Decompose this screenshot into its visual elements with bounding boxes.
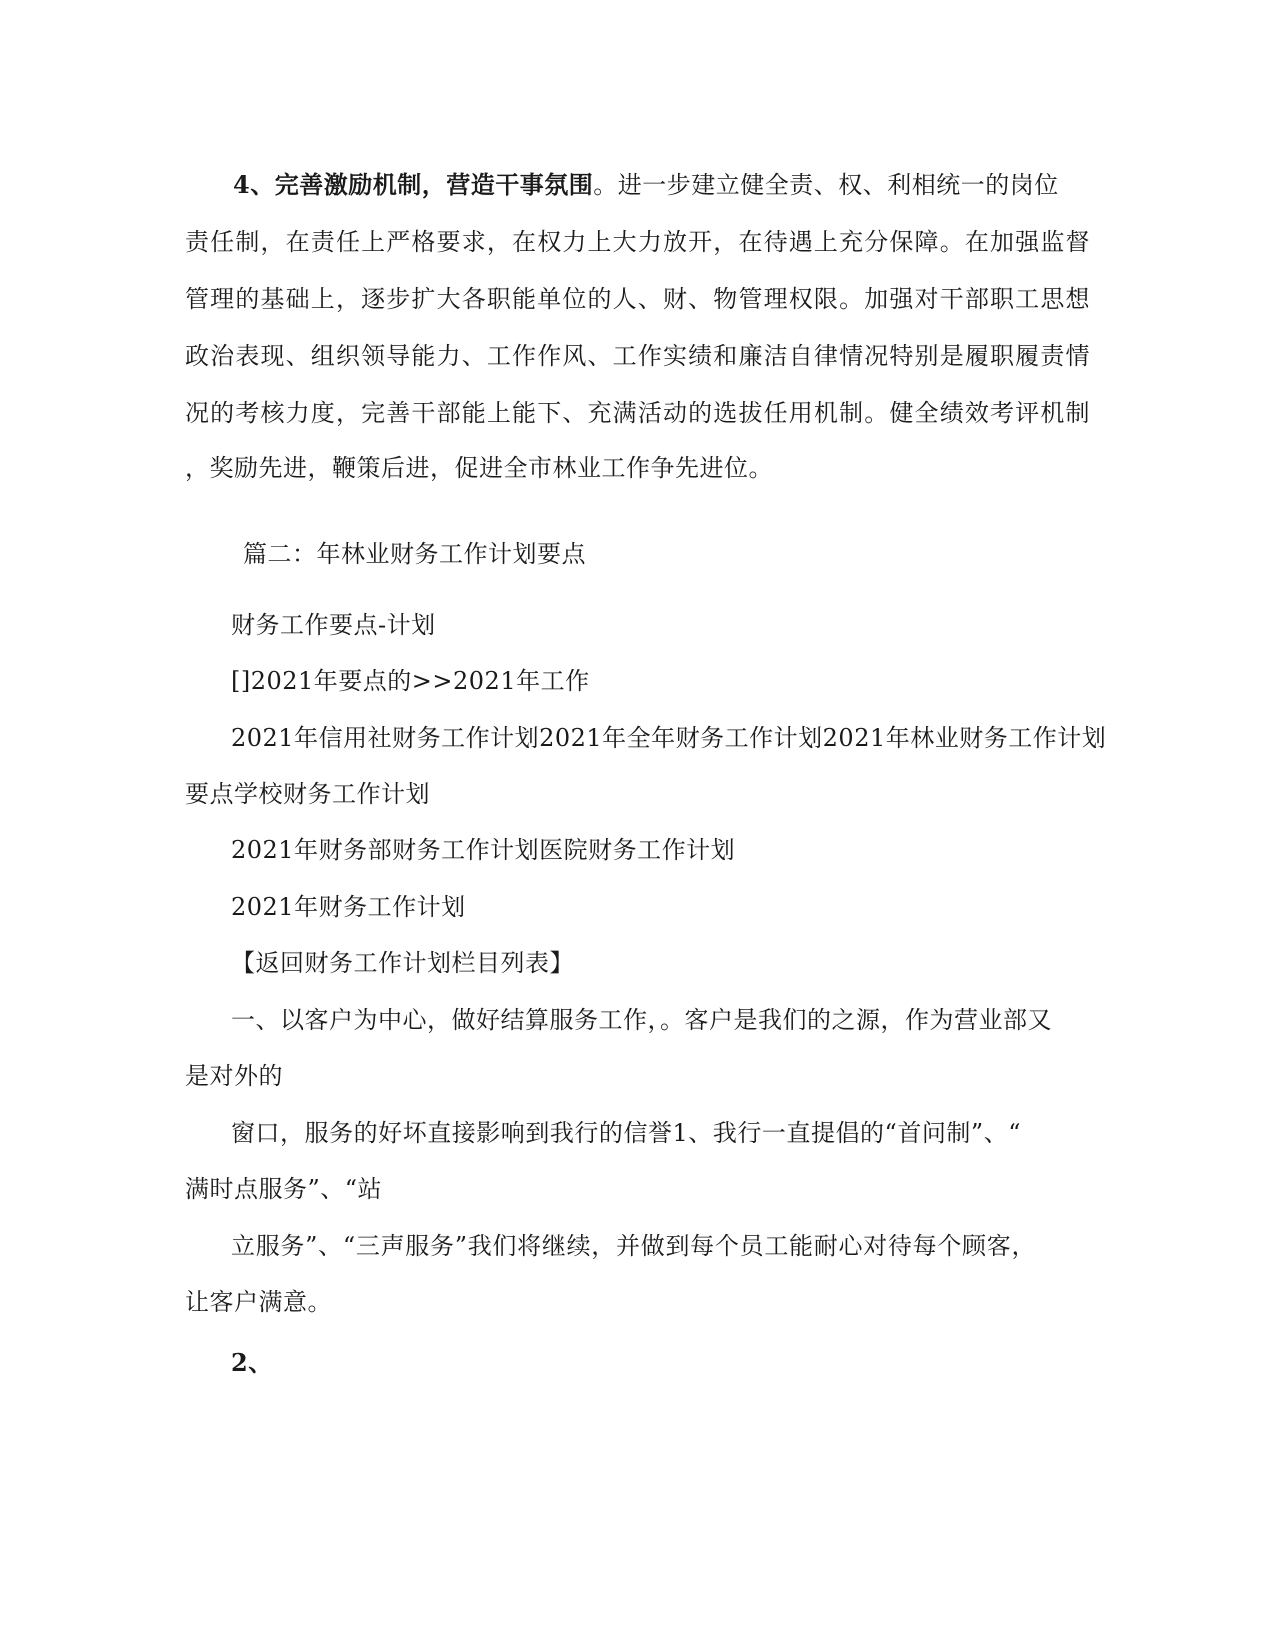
paragraph-line: 【返回财务工作计划栏目列表】 xyxy=(231,949,574,977)
section-title: 篇二：年林业财务工作计划要点 xyxy=(243,540,586,568)
paragraph-line: 2、 xyxy=(231,1348,273,1377)
paragraph-line: 满时点服务”、“站 xyxy=(185,1175,383,1203)
section-heading: 4、完善激励机制，营造干事氛围 xyxy=(233,170,594,199)
paragraph-line: 2021年信用社财务工作计划2021年全年财务工作计划2021年林业财务工作计划 xyxy=(231,724,1107,752)
paragraph-line: 财务工作要点-计划 xyxy=(231,611,436,639)
paragraph-line: 是对外的 xyxy=(185,1062,283,1090)
paragraph-line: 立服务”、“三声服务”我们将继续，并做到每个员工能耐心对待每个顾客， xyxy=(231,1232,1036,1260)
paragraph-line: 政治表现、组织领导能力、工作作风、工作实绩和廉洁自律情况特别是履职履责情 xyxy=(185,342,1090,370)
paragraph-line: 窗口，服务的好坏直接影响到我行的信誉1、我行一直提倡的“首问制”、“ xyxy=(231,1119,1021,1147)
paragraph-line: 要点学校财务工作计划 xyxy=(185,780,430,808)
paragraph-line: 2021年财务部财务工作计划医院财务工作计划 xyxy=(231,836,736,864)
paragraph-line: 责任制，在责任上严格要求，在权力上大力放开，在待遇上充分保障。在加强监督 xyxy=(185,228,1090,256)
paragraph-line: 2021年财务工作计划 xyxy=(231,893,466,921)
paragraph-line: 管理的基础上，逐步扩大各职能单位的人、财、物管理权限。加强对干部职工思想 xyxy=(185,285,1090,313)
paragraph-line: 况的考核力度，完善干部能上能下、充满活动的选拔任用机制。健全绩效考评机制 xyxy=(185,399,1090,427)
paragraph-line: []2021年要点的>>2021年工作 xyxy=(231,667,590,695)
paragraph-line: 一、以客户为中心，做好结算服务工作，。客户是我们的之源，作为营业部又 xyxy=(231,1006,1052,1034)
paragraph-line: ，奖励先进，鞭策后进，促进全市林业工作争先进位。 xyxy=(185,454,773,482)
paragraph-line: 4、完善激励机制，营造干事氛围。进一步建立健全责、权、利相统一的岗位 xyxy=(233,170,1059,199)
paragraph-line: 让客户满意。 xyxy=(185,1288,332,1316)
